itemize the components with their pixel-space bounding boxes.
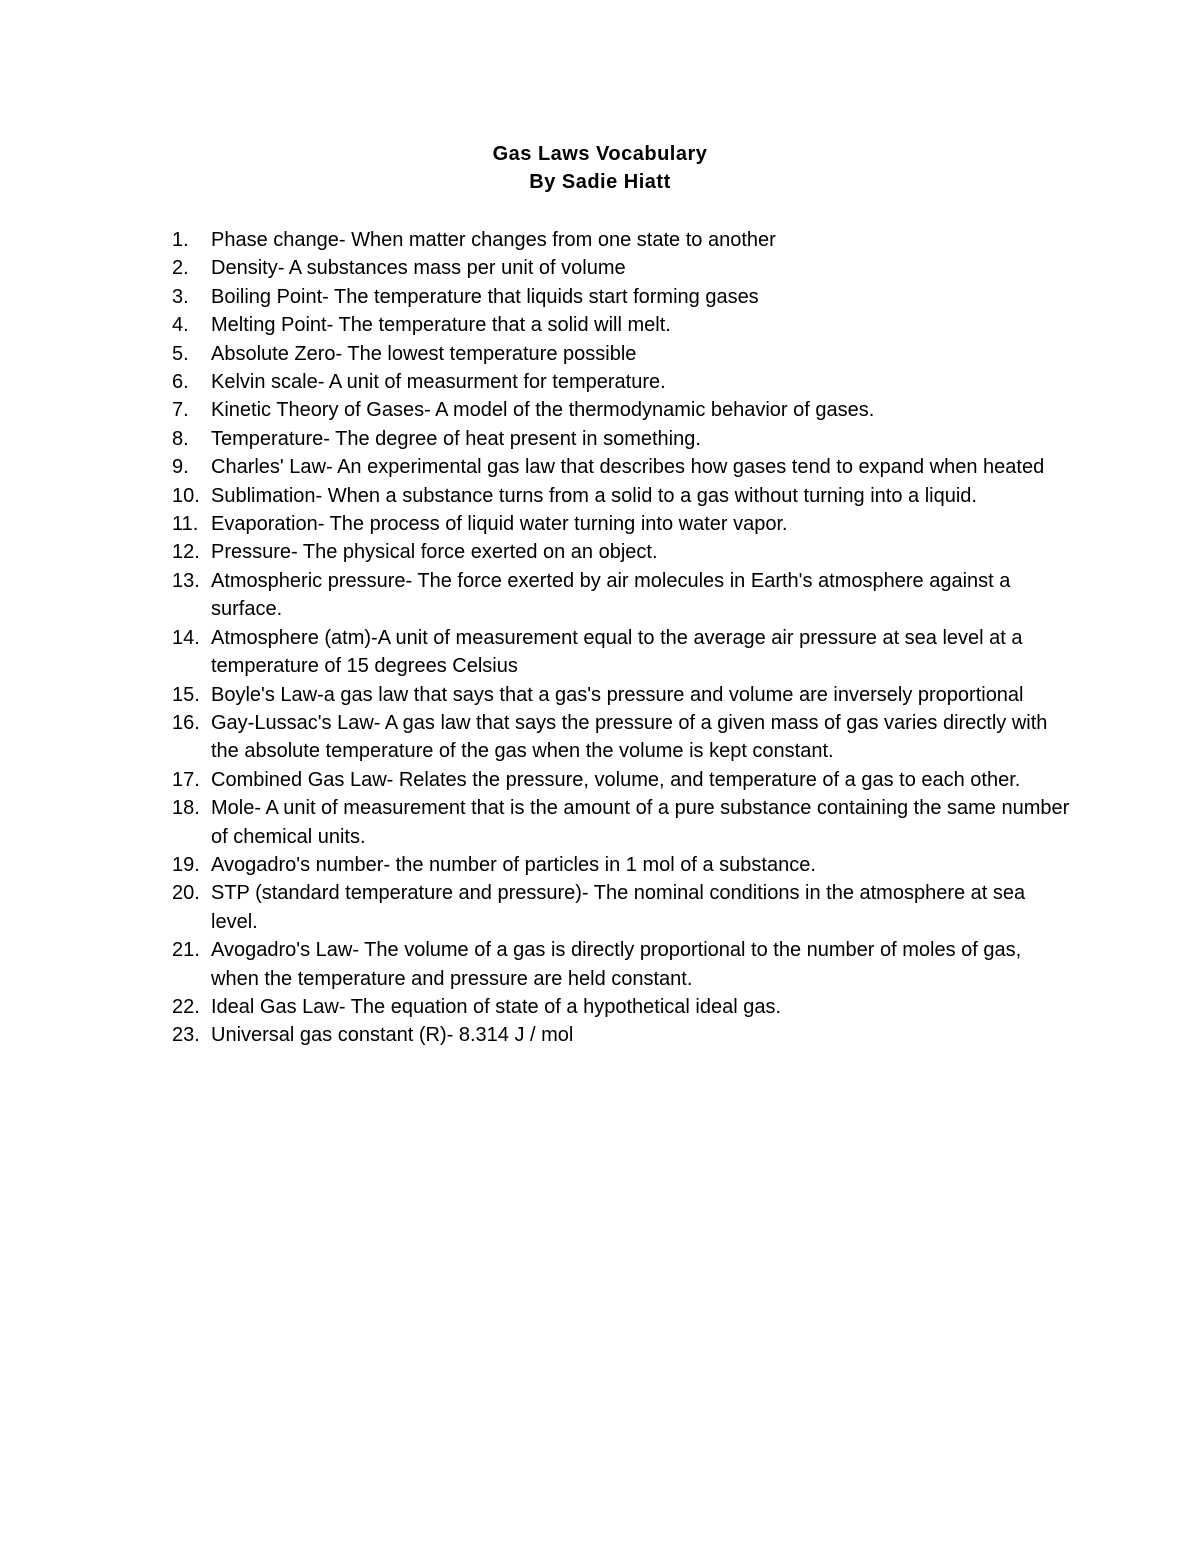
- list-item-number: 13.: [172, 569, 200, 592]
- list-item: [172, 851, 1072, 879]
- list-item-number: 8.: [172, 427, 189, 450]
- list-item-number: 3.: [172, 285, 189, 308]
- list-item-definition: Temperature- The degree of heat present in something.: [211, 427, 701, 450]
- list-item-number: 2.: [172, 257, 189, 280]
- list-item-number: 12.: [172, 541, 200, 564]
- list-item: [172, 368, 1072, 396]
- list-item-definition: Charles' Law- An experimental gas law that describes how gases tend to expand when heated: [211, 456, 1045, 479]
- list-item-number: 7.: [172, 399, 189, 422]
- list-item-definition: Sublimation- When a substance turns from a solid to a gas without turning into a liquid.: [211, 484, 977, 507]
- list-item-number: 15.: [172, 683, 200, 706]
- list-item-number: 16.: [172, 711, 200, 734]
- list-item-definition: Gay-Lussac's Law- A gas law that says the pressure of a given mass of gas varies directly with the absolute temperature of the gas when the volume is kept constant.: [211, 711, 1048, 763]
- list-item: [172, 453, 1072, 481]
- list-item-number: 10.: [172, 484, 200, 507]
- list-item-number: 14.: [172, 626, 200, 649]
- list-item-number: 4.: [172, 314, 189, 337]
- list-item-definition: Boiling Point- The temperature that liquids start forming gases: [211, 285, 759, 308]
- list-item-number: 17.: [172, 768, 200, 791]
- list-item-definition: Ideal Gas Law- The equation of state of a hypothetical ideal gas.: [211, 995, 781, 1018]
- list-item: [172, 510, 1072, 538]
- list-item-number: 5.: [172, 342, 189, 365]
- list-item-definition: Mole- A unit of measurement that is the amount of a pure substance containing the same number of chemical units.: [211, 797, 1070, 848]
- list-item: [172, 879, 1072, 936]
- list-item: [172, 538, 1072, 566]
- list-item: [172, 283, 1072, 311]
- list-item-definition: Atmosphere (atm)-A unit of measurement equal to the average air pressure at sea level at a temperature of 15 degrees Celsius: [211, 626, 1023, 678]
- list-item-definition: Kelvin scale- A unit of measurment for temperature.: [211, 371, 666, 394]
- list-item-definition: Boyle's Law-a gas law that says that a gas's pressure and volume are inversely proportional: [211, 683, 1024, 706]
- list-item: [172, 681, 1072, 709]
- list-item: [172, 794, 1072, 851]
- list-item: [172, 425, 1072, 453]
- list-item-definition: Density- A substances mass per unit of volume: [211, 257, 626, 280]
- list-item-number: 6.: [172, 371, 189, 394]
- list-item-definition: Absolute Zero- The lowest temperature possible: [211, 342, 637, 365]
- list-item: [172, 936, 1072, 993]
- list-item-definition: Evaporation- The process of liquid water turning into water vapor.: [211, 513, 788, 536]
- list-item: [172, 340, 1072, 368]
- list-item-number: 11.: [172, 513, 199, 536]
- list-item-number: 19.: [172, 853, 200, 876]
- list-item-number: 9.: [172, 456, 189, 479]
- list-item-number: 22.: [172, 995, 200, 1018]
- list-item: [172, 482, 1072, 510]
- list-item: [172, 226, 1072, 254]
- list-item: [172, 311, 1072, 339]
- list-item: [172, 567, 1072, 624]
- list-item-number: 20.: [172, 882, 200, 905]
- list-item-definition: Atmospheric pressure- The force exerted by air molecules in Earth's atmosphere against a surface.: [211, 569, 1011, 621]
- list-item-number: 23.: [172, 1024, 200, 1047]
- list-item: [172, 709, 1072, 766]
- list-item-definition: Avogadro's number- the number of particles in 1 mol of a substance.: [211, 853, 816, 876]
- list-item-definition: Melting Point- The temperature that a solid will melt.: [211, 314, 671, 337]
- list-item-definition: STP (standard temperature and pressure)- The nominal conditions in the atmosphere at sea level.: [211, 882, 1026, 933]
- document-title: Gas Laws Vocabulary: [492, 143, 708, 165]
- list-item-number: 1.: [172, 229, 189, 251]
- list-item: [172, 396, 1072, 424]
- document-header: [0, 140, 1200, 196]
- document-author: By Sadie Hiatt: [529, 171, 671, 193]
- list-item-definition: Kinetic Theory of Gases- A model of the thermodynamic behavior of gases.: [211, 399, 875, 422]
- list-item-definition: Universal gas constant (R)- 8.314 J / mol: [211, 1024, 574, 1047]
- list-item-definition: Phase change- When matter changes from one state to another: [211, 229, 776, 251]
- list-item-definition: Pressure- The physical force exerted on an object.: [211, 541, 658, 564]
- list-item-number: 18.: [172, 797, 200, 820]
- list-item-definition: Avogadro's Law- The volume of a gas is directly proportional to the number of moles of gas, when the temperature and pressure are held constant.: [211, 939, 1022, 990]
- list-item: [172, 766, 1072, 794]
- list-item-definition: Combined Gas Law- Relates the pressure, volume, and temperature of a gas to each other.: [211, 768, 1021, 791]
- list-item: [172, 254, 1072, 282]
- list-item: [172, 993, 1072, 1021]
- list-item: [172, 1021, 1072, 1049]
- list-item-number: 21.: [172, 939, 200, 962]
- vocabulary-list: [172, 226, 1072, 1050]
- list-item: [172, 624, 1072, 681]
